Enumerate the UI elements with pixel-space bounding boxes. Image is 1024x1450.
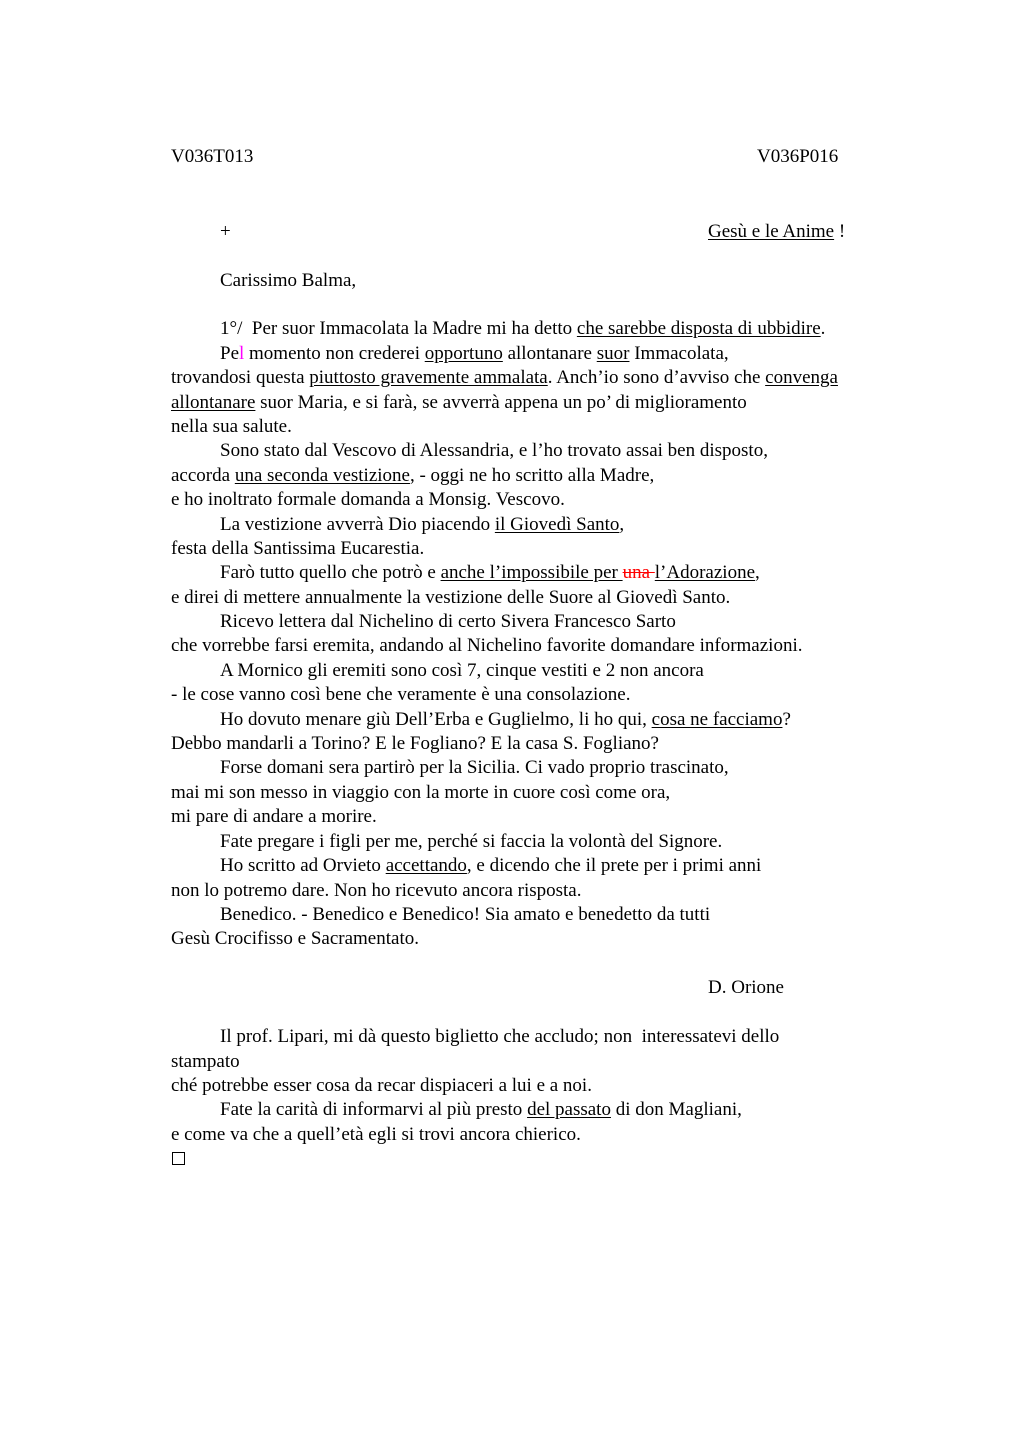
cross-symbol: + [220, 221, 231, 242]
postscript-line: Fate la carità di informarvi al più presto del passato di don Magliani, [220, 1099, 742, 1120]
text-line: non lo potremo dare. Non ho ricevuto ancora risposta. [171, 880, 582, 901]
postscript-line: e come va che a quell’età egli si trovi ancora chierico. [171, 1124, 581, 1145]
greeting: Carissimo Balma, [220, 270, 357, 291]
text-line: e ho inoltrato formale domanda a Monsig. Vescovo. [171, 489, 565, 510]
text-line: Benedico. - Benedico e Benedico! Sia amato e benedetto da tutti [220, 904, 711, 925]
text-line: Pel momento non crederei opportuno allontanare suor Immacolata, [220, 343, 729, 364]
text-line: allontanare suor Maria, e si farà, se avverrà appena un po’ di miglioramento [171, 392, 747, 413]
text-line: Debbo mandarli a Torino? E le Fogliano? E la casa S. Fogliano? [171, 733, 659, 754]
text-line: Ho dovuto menare giù Dell’Erba e Guglielmo, li ho qui, cosa ne facciamo? [220, 709, 791, 730]
text-line: La vestizione avverrà Dio piacendo il Giovedì Santo, [220, 514, 625, 535]
text-line: e direi di mettere annualmente la vestizione delle Suore al Giovedì Santo. [171, 587, 731, 608]
document-code-left: V036T013 [171, 146, 254, 167]
text-line: mai mi son messo in viaggio con la morte in cuore così come ora, [171, 782, 671, 803]
postscript-line: ché potrebbe esser cosa da recar dispiaceri a lui e a noi. [171, 1075, 592, 1096]
signature: D. Orione [708, 977, 784, 998]
text-line: - le cose vanno così bene che veramente è una consolazione. [171, 684, 631, 705]
motto: Gesù e le Anime ! [708, 221, 846, 242]
text-line: Ricevo lettera dal Nichelino di certo Sivera Francesco Sarto [220, 611, 676, 632]
text-line: festa della Santissima Eucarestia. [171, 538, 425, 559]
text-line: A Mornico gli eremiti sono così 7, cinque vestiti e 2 non ancora [220, 660, 704, 681]
text-line: Fate pregare i figli per me, perché si faccia la volontà del Signore. [220, 831, 723, 852]
text-line: mi pare di andare a morire. [171, 806, 377, 827]
postscript-line: stampato [171, 1051, 240, 1072]
end-square-icon [172, 1152, 185, 1165]
postscript-line: Il prof. Lipari, mi dà questo biglietto che accludo; non interessatevi dello [220, 1026, 780, 1047]
text-line: trovandosi questa piuttosto gravemente ammalata. Anch’io sono d’avviso che convenga [171, 367, 838, 388]
text-line: Forse domani sera partirò per la Sicilia. Ci vado proprio trascinato, [220, 757, 729, 778]
text-line: Gesù Crocifisso e Sacramentato. [171, 928, 419, 949]
text-line: nella sua salute. [171, 416, 292, 437]
text-line: Farò tutto quello che potrò e anche l’impossibile per una l’Adorazione, [220, 562, 760, 583]
struck-word: una [622, 562, 655, 583]
text-line: accorda una seconda vestizione, - oggi ne ho scritto alla Madre, [171, 465, 655, 486]
text-line: Ho scritto ad Orvieto accettando, e dicendo che il prete per i primi anni [220, 855, 762, 876]
text-line: Sono stato dal Vescovo di Alessandria, e l’ho trovato assai ben disposto, [220, 440, 768, 461]
text-line: 1°/ Per suor Immacolata la Madre mi ha detto che sarebbe disposta di ubbidire. [220, 318, 826, 339]
text-line: che vorrebbe farsi eremita, andando al Nichelino favorite domandare informazioni. [171, 635, 803, 656]
document-code-right: V036P016 [757, 146, 839, 167]
